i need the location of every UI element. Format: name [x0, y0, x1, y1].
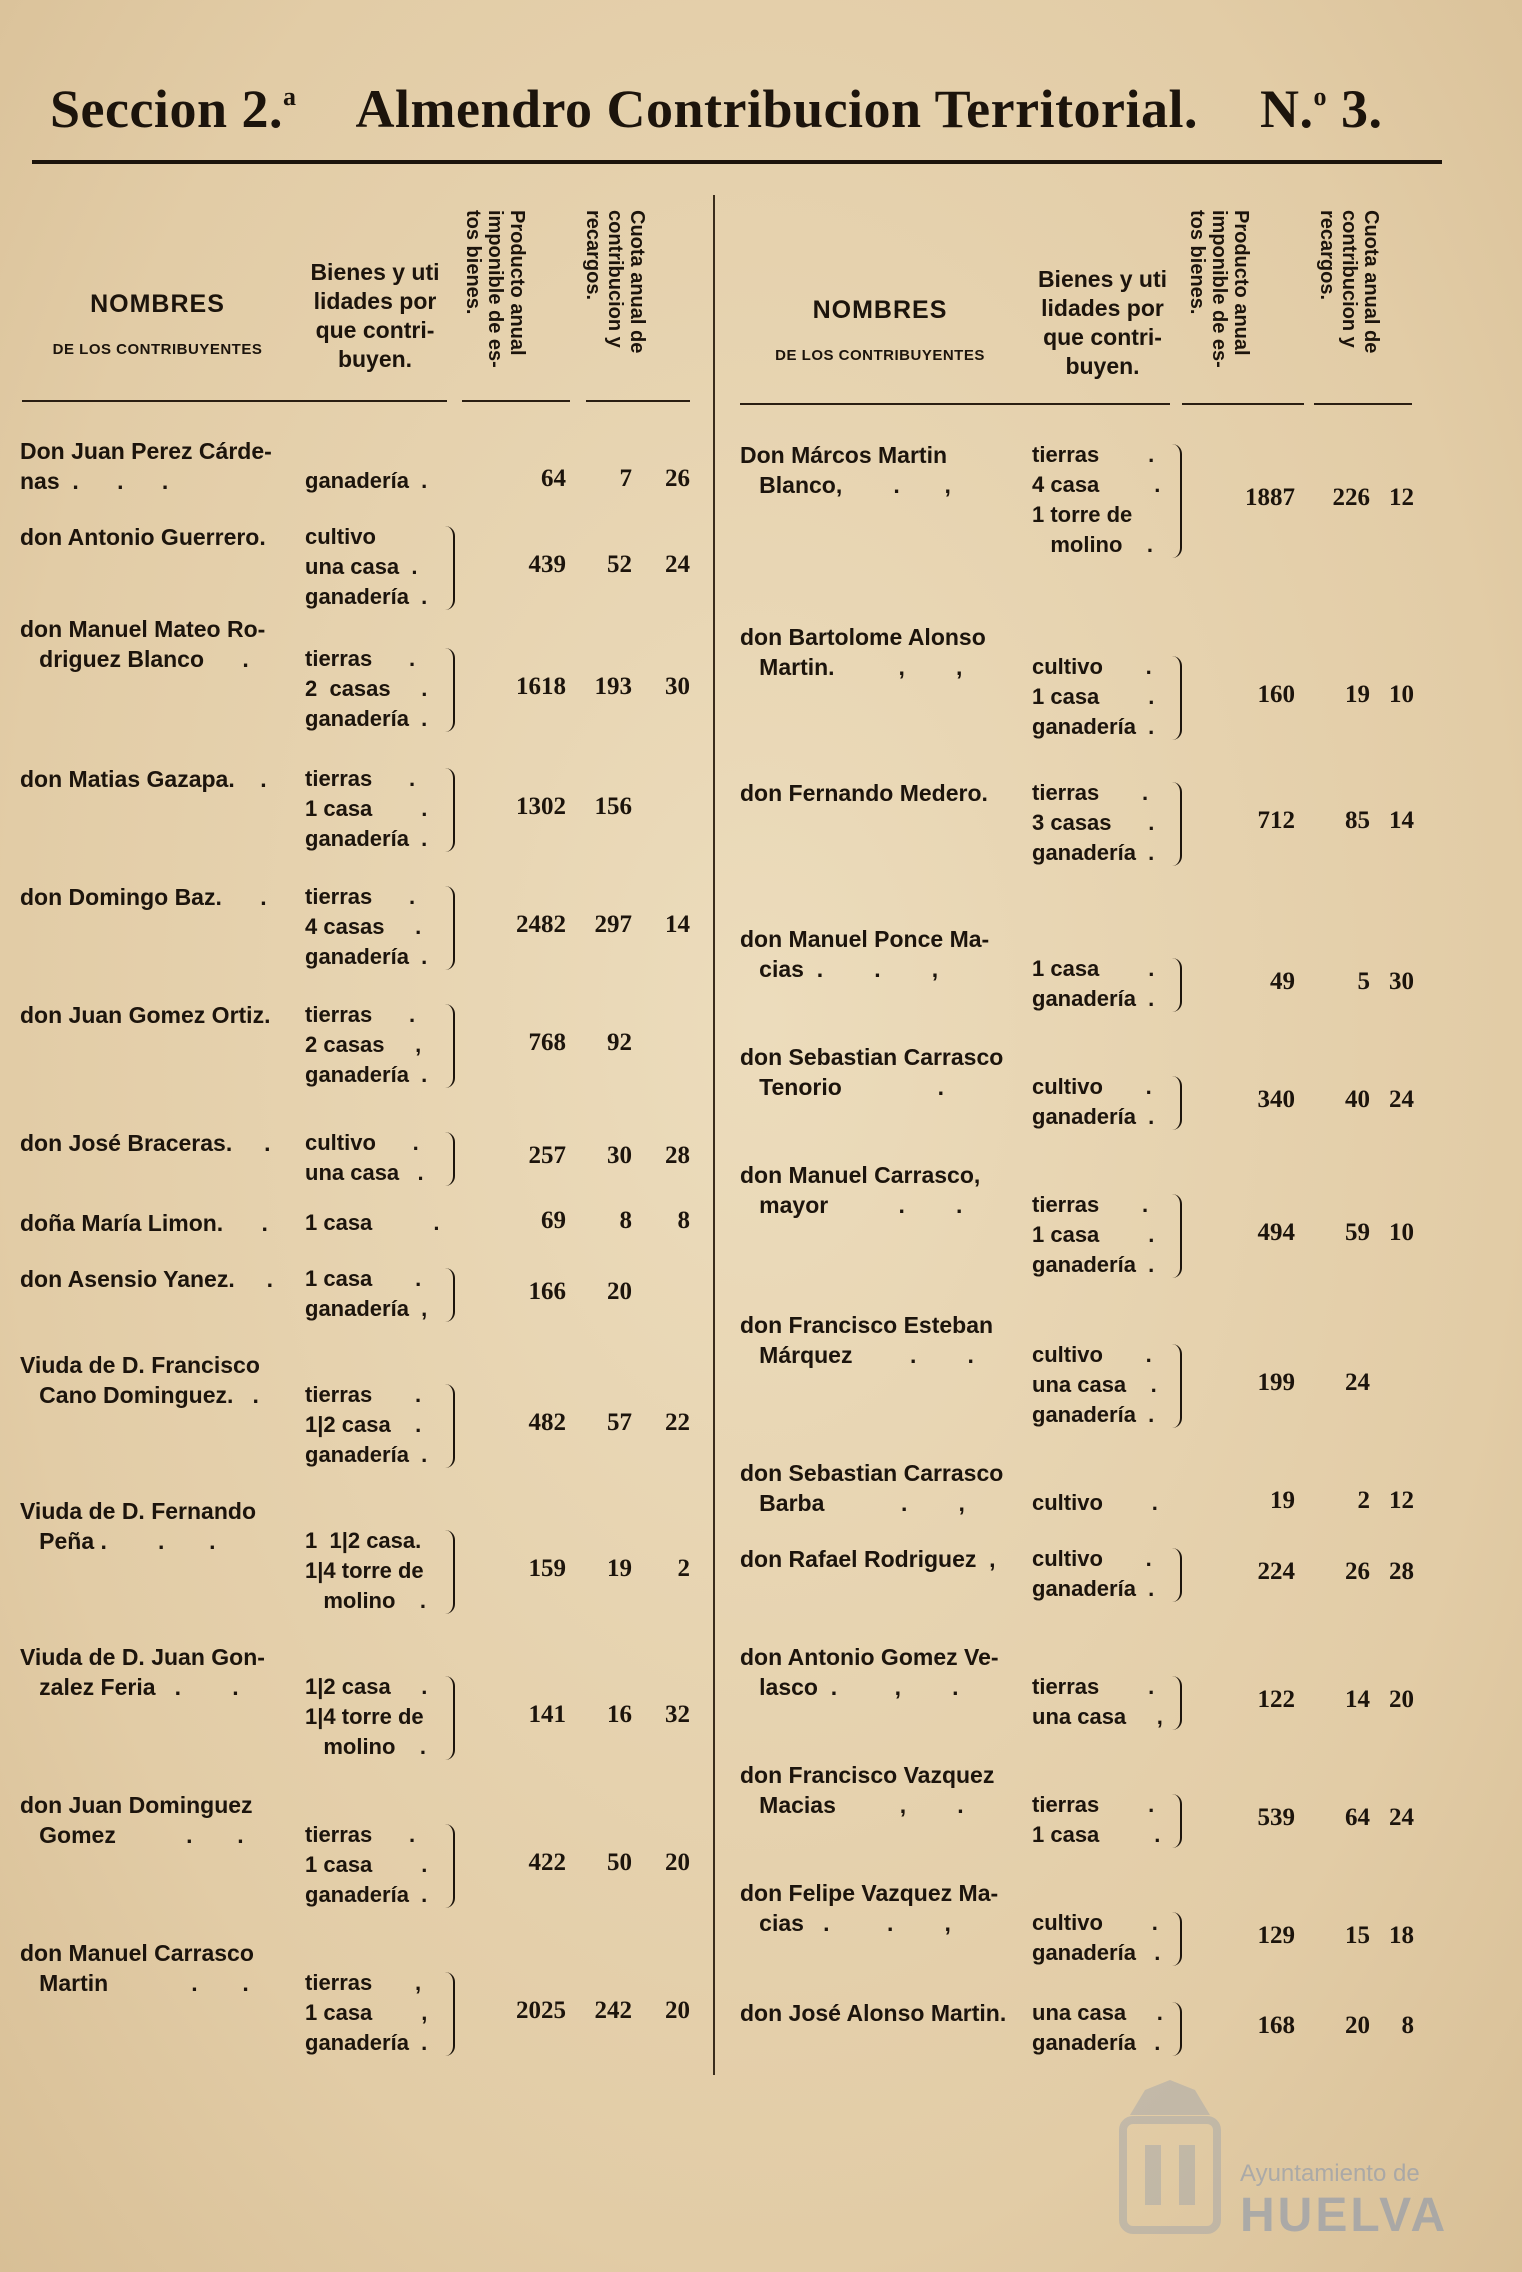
cuota-reales: 16: [607, 1701, 632, 1728]
contributor-name: Don Márcos Martin Blanco, . ,: [740, 442, 951, 498]
cuota-reales: 85: [1345, 807, 1370, 834]
goods-item: molino .: [1032, 532, 1153, 557]
goods-item: tierras .: [305, 1822, 416, 1847]
brace-icon: [1172, 1344, 1182, 1428]
brace-icon: [445, 1384, 455, 1468]
watermark-line1: Ayuntamiento de: [1240, 2160, 1420, 2187]
cuota-centimos: 12: [1389, 1487, 1414, 1514]
contributor-name: don Asensio Yanez. .: [20, 1266, 274, 1292]
goods-item: ganadería .: [1032, 840, 1155, 865]
producto-value: 166: [528, 1278, 566, 1305]
goods-item: tierras .: [1032, 1192, 1149, 1217]
contributor-name: don Domingo Baz. .: [20, 884, 267, 910]
cuota-centimos: 28: [1389, 1558, 1414, 1585]
number-prefix: N.: [1260, 79, 1314, 139]
brace-icon: [445, 1676, 455, 1760]
goods-item: tierras .: [305, 646, 416, 671]
producto-value: 539: [1257, 1804, 1295, 1831]
goods-item: ganadería .: [305, 944, 428, 969]
goods-item: cultivo .: [305, 1130, 419, 1155]
contributor-name: don Juan Gomez Ortiz.: [20, 1002, 271, 1028]
producto-value: 69: [541, 1207, 566, 1234]
cuota-centimos: 24: [1389, 1086, 1414, 1113]
goods-item: ganadería .: [1032, 1402, 1155, 1427]
huelva-seal-icon: [1105, 2075, 1235, 2245]
cuota-centimos: 20: [665, 1997, 690, 2024]
goods-item: cultivo .: [1032, 1074, 1152, 1099]
goods-item: molino .: [305, 1734, 426, 1759]
cuota-centimos: 12: [1389, 484, 1414, 511]
cuota-reales: 156: [594, 793, 632, 820]
contributor-name: don Rafael Rodriguez ,: [740, 1546, 996, 1572]
cuota-reales: 226: [1332, 484, 1370, 511]
goods-item: ganadería .: [305, 2030, 428, 2055]
goods-item: ganadería .: [1032, 1252, 1155, 1277]
goods-item: una casa .: [305, 1160, 424, 1185]
goods-item: cultivo .: [1032, 1342, 1152, 1367]
cuota-reales: 7: [619, 465, 632, 492]
contributor-name: don Manuel Mateo Ro- driguez Blanco .: [20, 616, 266, 672]
producto-value: 224: [1257, 1558, 1295, 1585]
goods-item: ganadería .: [1032, 714, 1155, 739]
contributor-name: don Juan Dominguez Gomez . .: [20, 1792, 253, 1848]
producto-value: 141: [528, 1701, 566, 1728]
goods-item: 1 casa .: [1032, 956, 1155, 981]
brace-icon: [445, 886, 455, 970]
goods-item: ganadería .: [305, 1062, 428, 1087]
goods-item: tierras .: [1032, 442, 1155, 467]
goods-item: 1 1|2 casa.: [305, 1528, 422, 1553]
cuota-centimos: 22: [665, 1409, 690, 1436]
goods-item: 3 casas .: [1032, 810, 1155, 835]
cuota-centimos: 30: [1389, 968, 1414, 995]
brace-icon: [1172, 2002, 1182, 2056]
brace-icon: [445, 1972, 455, 2056]
goods-item: tierras .: [305, 1382, 422, 1407]
producto-value: 1302: [516, 793, 566, 820]
goods-item: 1 casa .: [305, 1210, 440, 1235]
goods-item: tierras ,: [305, 1970, 422, 1995]
producto-value: 768: [528, 1029, 566, 1056]
producto-value: 340: [1257, 1086, 1295, 1113]
goods-item: 2 casas .: [305, 676, 428, 701]
goods-item: 1 casa ,: [305, 2000, 428, 2025]
header-names-left: [20, 290, 295, 358]
contributor-name: don Francisco Esteban Márquez . .: [740, 1312, 994, 1368]
goods-item: 1 casa .: [305, 1852, 428, 1877]
cuota-centimos: 28: [665, 1142, 690, 1169]
contributor-name: don Manuel Ponce Ma- cias . . ,: [740, 926, 990, 982]
goods-item: 1|4 torre de: [305, 1704, 424, 1729]
column-divider: [713, 195, 715, 2075]
cuota-reales: 193: [594, 673, 632, 700]
goods-item: tierras .: [305, 1002, 416, 1027]
goods-item: 2 casas ,: [305, 1032, 422, 1057]
header-rule-left-c: [586, 400, 690, 402]
goods-item: ganadería .: [1032, 1576, 1155, 1601]
header-bienes-left: Bienes y uti lidades por que contri- buyen.: [310, 259, 440, 372]
producto-value: 64: [541, 465, 566, 492]
producto-value: 712: [1257, 807, 1295, 834]
goods-item: 1|2 casa .: [305, 1412, 422, 1437]
watermark-line2: HUELVA: [1240, 2189, 1449, 2242]
cuota-centimos: 8: [677, 1207, 690, 1234]
cuota-centimos: 14: [1389, 807, 1414, 834]
page-title: [50, 78, 1390, 140]
goods-item: cultivo .: [1032, 1490, 1158, 1515]
brace-icon: [445, 648, 455, 732]
producto-value: 2025: [516, 1997, 566, 2024]
goods-item: una casa .: [1032, 1372, 1157, 1397]
goods-item: 1 casa .: [305, 796, 428, 821]
header-names-sub: DE LOS CONTRIBUYENTES: [775, 347, 985, 364]
number-superscript: o: [1313, 82, 1328, 111]
brace-icon: [1172, 1912, 1182, 1966]
goods-item: tierras .: [1032, 780, 1149, 805]
brace-icon: [1172, 1794, 1182, 1848]
brace-icon: [445, 1530, 455, 1614]
producto-value: 1887: [1245, 484, 1295, 511]
header-names-right: [740, 296, 1020, 364]
goods-item: 1 casa .: [1032, 1822, 1161, 1847]
contributor-name: Viuda de D. Juan Gon- zalez Feria . .: [20, 1644, 265, 1700]
goods-item: ganadería .: [305, 1882, 428, 1907]
contributor-name: don Felipe Vazquez Ma- cias . . ,: [740, 1880, 999, 1936]
contributor-name: don Antonio Gomez Ve- lasco . , .: [740, 1644, 999, 1700]
cuota-centimos: 32: [665, 1701, 690, 1728]
contributor-name: don Fernando Medero.: [740, 780, 988, 806]
goods-item: tierras .: [1032, 1674, 1155, 1699]
goods-item: 1|2 casa .: [305, 1674, 428, 1699]
cuota-reales: 19: [607, 1555, 632, 1582]
brace-icon: [1172, 656, 1182, 740]
goods-item: ganadería .: [1032, 1940, 1161, 1965]
cuota-centimos: 18: [1389, 1922, 1414, 1949]
brace-icon: [445, 1004, 455, 1088]
producto-value: 439: [528, 551, 566, 578]
contributor-name: don Matias Gazapa. .: [20, 766, 267, 792]
brace-icon: [1172, 782, 1182, 866]
header-names-main: NOMBRES: [812, 296, 948, 324]
goods-item: ganadería .: [305, 826, 428, 851]
goods-item: ganadería .: [305, 468, 428, 493]
producto-value: 199: [1257, 1369, 1295, 1396]
cuota-reales: 92: [607, 1029, 632, 1056]
cuota-centimos: 14: [665, 911, 690, 938]
section-label: Seccion 2.: [50, 79, 283, 139]
producto-value: 2482: [516, 911, 566, 938]
goods-item: ganadería .: [305, 584, 428, 609]
cuota-reales: 242: [594, 1997, 632, 2024]
brace-icon: [445, 526, 455, 610]
goods-item: una casa .: [305, 554, 418, 579]
page-number: 3.: [1341, 79, 1383, 139]
brace-icon: [445, 1824, 455, 1908]
goods-item: una casa .: [1032, 2000, 1163, 2025]
goods-item: tierras .: [1032, 1792, 1155, 1817]
cuota-reales: 297: [594, 911, 632, 938]
header-rule-right-c: [1314, 403, 1412, 405]
cuota-centimos: 24: [665, 551, 690, 578]
contributor-name: don Manuel Carrasco, mayor . .: [740, 1162, 981, 1218]
watermark: [1240, 2160, 1448, 2243]
goods-item: cultivo .: [1032, 654, 1152, 679]
header-rule-left-b: [462, 400, 570, 402]
contributor-name: don Bartolome Alonso Martin. , ,: [740, 624, 986, 680]
header-cuota-left: Cuota anual de contribucion y recargos.: [582, 210, 648, 354]
cuota-reales: 20: [1345, 2012, 1370, 2039]
header-names-sub: DE LOS CONTRIBUYENTES: [52, 341, 263, 358]
cuota-reales: 40: [1345, 1086, 1370, 1113]
brace-icon: [1172, 958, 1182, 1012]
cuota-reales: 15: [1345, 1922, 1370, 1949]
cuota-centimos: 24: [1389, 1804, 1414, 1831]
goods-item: 1 torre de: [1032, 502, 1133, 527]
header-bienes-right: Bienes y uti lidades por que contri- buyen.: [1037, 266, 1168, 379]
brace-icon: [445, 1132, 455, 1186]
contributor-name: don Sebastian Carrasco Barba . ,: [740, 1460, 1004, 1516]
cuota-reales: 30: [607, 1142, 632, 1169]
cuota-reales: 24: [1345, 1369, 1370, 1396]
producto-value: 482: [528, 1409, 566, 1436]
goods-item: 4 casas .: [305, 914, 422, 939]
cuota-centimos: 20: [1389, 1686, 1414, 1713]
cuota-centimos: 2: [677, 1555, 690, 1582]
producto-value: 122: [1257, 1686, 1295, 1713]
goods-item: ganadería .: [305, 1442, 428, 1467]
contributor-name: don Manuel Carrasco Martin . .: [20, 1940, 254, 1996]
brace-icon: [1172, 1676, 1182, 1730]
contributor-name: don Francisco Vazquez Macias , .: [740, 1762, 995, 1818]
header-rule-right-a: [740, 403, 1170, 405]
contributor-name: Viuda de D. Fernando Peña . . .: [20, 1498, 256, 1554]
title-rule: [32, 160, 1442, 164]
cuota-reales: 52: [607, 551, 632, 578]
goods-item: cultivo: [305, 524, 376, 549]
header-cuota-right: Cuota anual de contribucion y recargos.: [1316, 210, 1382, 354]
contributor-name: doña María Limon. .: [20, 1210, 268, 1236]
cuota-centimos: 30: [665, 673, 690, 700]
goods-item: una casa ,: [1032, 1704, 1163, 1729]
producto-value: 257: [528, 1142, 566, 1169]
producto-value: 168: [1257, 2012, 1295, 2039]
cuota-reales: 14: [1345, 1686, 1370, 1713]
contributor-name: Don Juan Perez Cárde- nas . . .: [20, 438, 272, 494]
goods-item: 1 casa .: [1032, 1222, 1155, 1247]
goods-item: tierras .: [305, 766, 416, 791]
producto-value: 494: [1257, 1219, 1295, 1246]
goods-item: ganadería .: [1032, 2030, 1161, 2055]
brace-icon: [1172, 1076, 1182, 1130]
cuota-centimos: 26: [665, 465, 690, 492]
producto-value: 159: [528, 1555, 566, 1582]
producto-value: 160: [1257, 681, 1295, 708]
cuota-reales: 2: [1357, 1487, 1370, 1514]
goods-item: molino .: [305, 1588, 426, 1613]
producto-value: 129: [1257, 1922, 1295, 1949]
contributor-name: don José Braceras. .: [20, 1130, 271, 1156]
cuota-reales: 50: [607, 1849, 632, 1876]
contributor-name: don José Alonso Martin.: [740, 2000, 1007, 2026]
cuota-reales: 19: [1345, 681, 1370, 708]
goods-item: cultivo .: [1032, 1910, 1158, 1935]
title-text: Almendro Contribucion Territorial.: [355, 79, 1199, 139]
cuota-centimos: 8: [1401, 2012, 1414, 2039]
goods-item: 1|4 torre de: [305, 1558, 424, 1583]
brace-icon: [445, 1268, 455, 1322]
goods-item: 4 casa .: [1032, 472, 1161, 497]
cuota-reales: 57: [607, 1409, 632, 1436]
cuota-reales: 59: [1345, 1219, 1370, 1246]
producto-value: 422: [528, 1849, 566, 1876]
goods-item: 1 casa .: [1032, 684, 1155, 709]
producto-value: 1618: [516, 673, 566, 700]
cuota-reales: 64: [1345, 1804, 1370, 1831]
producto-value: 19: [1270, 1487, 1295, 1514]
goods-item: cultivo .: [1032, 1546, 1152, 1571]
brace-icon: [1172, 1194, 1182, 1278]
goods-item: tierras .: [305, 884, 416, 909]
contributor-name: Viuda de D. Francisco Cano Dominguez. .: [20, 1352, 260, 1408]
cuota-reales: 8: [619, 1207, 632, 1234]
goods-item: 1 casa .: [305, 1266, 422, 1291]
goods-item: ganadería .: [305, 706, 428, 731]
goods-item: ganadería ,: [305, 1296, 428, 1321]
header-producto-right: Producto anual imponible de es- tos bienes.: [1186, 210, 1252, 368]
producto-value: 49: [1270, 968, 1295, 995]
cuota-reales: 20: [607, 1278, 632, 1305]
brace-icon: [1172, 444, 1182, 558]
cuota-reales: 5: [1357, 968, 1370, 995]
header-names-main: NOMBRES: [90, 290, 225, 318]
contributor-name: don Sebastian Carrasco Tenorio .: [740, 1044, 1004, 1100]
brace-icon: [1172, 1548, 1182, 1602]
goods-item: ganadería .: [1032, 986, 1155, 1011]
brace-icon: [445, 768, 455, 852]
header-rule-left-a: [22, 400, 447, 402]
section-superscript: a: [282, 82, 297, 111]
cuota-centimos: 10: [1389, 681, 1414, 708]
goods-item: ganadería .: [1032, 1104, 1155, 1129]
cuota-reales: 26: [1345, 1558, 1370, 1585]
header-rule-right-b: [1182, 403, 1304, 405]
cuota-centimos: 20: [665, 1849, 690, 1876]
cuota-centimos: 10: [1389, 1219, 1414, 1246]
contributor-name: don Antonio Guerrero.: [20, 524, 266, 550]
header-producto-left: Producto anual imponible de es- tos bienes.: [462, 210, 528, 368]
